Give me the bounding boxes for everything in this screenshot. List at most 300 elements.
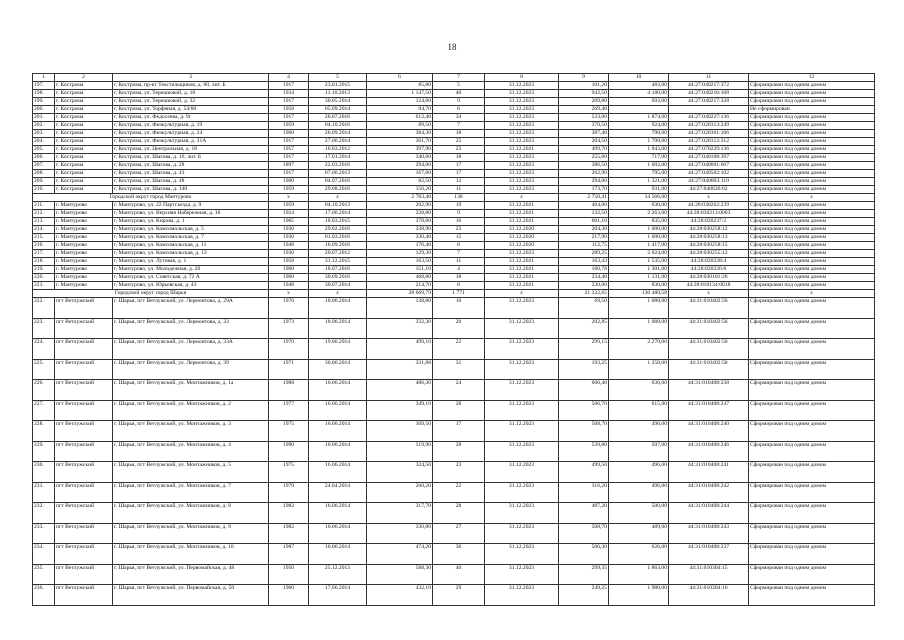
table-cell: г. Кострома, ул. Физкультурная, д. 24 bbox=[113, 130, 269, 138]
table-cell: 24 bbox=[433, 380, 485, 401]
table-cell: 11 bbox=[433, 258, 485, 266]
table-row bbox=[33, 441, 875, 462]
table-cell: 31.12.2021 bbox=[485, 202, 559, 210]
table-cell: 31.12.2023 bbox=[485, 441, 559, 462]
table-cell: 931,00 bbox=[609, 186, 669, 194]
table-cell: Сформирован под одним домом bbox=[749, 339, 875, 360]
table-cell: г. Кострома, ул. Центральная, д. 18 bbox=[113, 146, 269, 154]
table-cell: г. Шарья, пгт Ветлужский, ул. Первомайская, д. 50 bbox=[113, 585, 269, 606]
column-header: 1 bbox=[33, 74, 55, 82]
table-cell: 31.12.2023 bbox=[485, 82, 559, 90]
table-cell: 16 bbox=[433, 218, 485, 226]
table-cell: 500,00 bbox=[609, 503, 669, 524]
table-cell: 11 bbox=[433, 186, 485, 194]
table-cell: г. Мантурово, ул. Молодежная, д. 20 bbox=[113, 266, 269, 274]
table-cell: 1959 bbox=[269, 186, 309, 194]
table-cell: г. Кострома bbox=[55, 130, 113, 138]
table-cell: 40 bbox=[433, 564, 485, 585]
table-cell: 10 bbox=[433, 298, 485, 319]
table-cell bbox=[669, 106, 749, 114]
table-cell: 44:27:040108:397 bbox=[669, 154, 749, 162]
table-cell: Сформирован под одним домом bbox=[749, 186, 875, 194]
table-cell: 223. bbox=[33, 318, 55, 339]
table-cell: 28 bbox=[433, 503, 485, 524]
table-cell: 249,25 bbox=[559, 585, 609, 606]
table-cell: 44:27:040217:328 bbox=[669, 98, 749, 106]
table-cell: 112,75 bbox=[559, 242, 609, 250]
table-cell: 26.07.2016 bbox=[309, 114, 367, 122]
table-cell: г. Шарья, пгт Ветлужский, ул. Монтажников, д. 3 bbox=[113, 421, 269, 442]
table-cell: 1977 bbox=[269, 400, 309, 421]
table-cell: г. Кострома bbox=[55, 186, 113, 194]
table-cell: г. Кострома, ул. Терешковой, д. 32 bbox=[113, 98, 269, 106]
table-cell: 1900 bbox=[269, 178, 309, 186]
table-cell: 16.06.2014 bbox=[309, 523, 367, 544]
table-cell: 44:27:040216:108 bbox=[669, 90, 749, 98]
table-cell: 193,25 bbox=[559, 359, 609, 380]
table-cell: 44:28:010134:0018 bbox=[669, 282, 749, 290]
table-cell: 496,00 bbox=[609, 482, 669, 503]
table-cell: 1 088,00 bbox=[609, 298, 669, 319]
table-cell: 1917 bbox=[269, 138, 309, 146]
table-cell: 31.12.2023 bbox=[485, 186, 559, 194]
table-cell: 15 bbox=[433, 234, 485, 242]
table-cell: 1 000,00 bbox=[609, 226, 669, 234]
table-cell: 44:27:040502:102 bbox=[669, 170, 749, 178]
table-cell: 2 024,00 bbox=[609, 250, 669, 258]
table-cell: 2 263,00 bbox=[609, 210, 669, 218]
table-cell: г. Кострома, ул. Шагова, д. 140 bbox=[113, 186, 269, 194]
table-cell: 29.02.2016 bbox=[309, 226, 367, 234]
table-cell: 1948 bbox=[269, 242, 309, 250]
table-cell: 44:31:010408:237 bbox=[669, 544, 749, 565]
table-cell: 16.06.2014 bbox=[309, 400, 367, 421]
table-cell: г. Мантурово bbox=[55, 210, 113, 218]
table-cell: пгт Ветлужский bbox=[55, 585, 113, 606]
table-row bbox=[33, 178, 875, 186]
table-cell: 31.12.2021 bbox=[485, 274, 559, 282]
table-cell: г. Кострома, ул. Федосеева, д. 9г bbox=[113, 114, 269, 122]
table-row bbox=[33, 114, 875, 122]
table-cell: г. Кострома bbox=[55, 122, 113, 130]
table-cell: 387,40 bbox=[559, 130, 609, 138]
table-cell: пгт Ветлужский bbox=[55, 462, 113, 483]
table-cell: 44:28:030258:15 bbox=[669, 242, 749, 250]
table-row bbox=[33, 258, 875, 266]
table-cell: Сформирован под одним домом bbox=[749, 318, 875, 339]
table-cell: 2 270,00 bbox=[609, 339, 669, 360]
table-cell: 44:28:030262:239 bbox=[669, 202, 749, 210]
table-cell: 31.12.2023 bbox=[485, 178, 559, 186]
subtotal-cell: 2 750,41 bbox=[559, 194, 609, 202]
table-cell: 798,00 bbox=[609, 130, 669, 138]
table-cell: г. Кострома, пр-кт Текстильщиков, д. 80, лит. Б bbox=[113, 82, 269, 90]
table-cell: 207. bbox=[33, 162, 55, 170]
table-cell: 31.12.2023 bbox=[485, 400, 559, 421]
table-cell: Сформирован под одним домом bbox=[749, 170, 875, 178]
table-cell: 1 602,00 bbox=[609, 162, 669, 170]
table-cell: 23 bbox=[433, 226, 485, 234]
table-cell: 1960 bbox=[269, 585, 309, 606]
subtotal-cell: x bbox=[749, 194, 875, 202]
table-cell: г. Шарья, пгт Ветлужский, ул. Монтажников, д. 8 bbox=[113, 503, 269, 524]
table-cell: 44:31:010402:56 bbox=[669, 298, 749, 319]
table-cell: г. Кострома, ул. Физкультурная, д. 19 bbox=[113, 122, 269, 130]
table-row bbox=[33, 210, 875, 218]
table-cell: 27.06.2014 bbox=[309, 138, 367, 146]
table-cell: 227. bbox=[33, 400, 55, 421]
table-cell: г. Шарья, пгт Ветлужский, ул. Лермонтова, д. 33 bbox=[113, 318, 269, 339]
table-cell: 210. bbox=[33, 186, 55, 194]
table-cell: 31.12.2021 bbox=[485, 218, 559, 226]
table-cell: 44:31:010408:238 bbox=[669, 380, 749, 401]
table-cell: 173,70 bbox=[559, 186, 609, 194]
table-cell: 1965 bbox=[269, 218, 309, 226]
column-header: 2 bbox=[55, 74, 113, 82]
table-cell: 234,40 bbox=[559, 274, 609, 282]
table-cell: 230. bbox=[33, 462, 55, 483]
table-cell: 17.06.2014 bbox=[309, 210, 367, 218]
table-cell: г. Кострома bbox=[55, 138, 113, 146]
table-cell: Сформирован под одним домом bbox=[749, 400, 875, 421]
table-cell: 36 bbox=[433, 544, 485, 565]
table-cell: 31.12.2023 bbox=[485, 503, 559, 524]
table-cell: г. Шарья, пгт Ветлужский, ул. Первомайская, д. 48 bbox=[113, 564, 269, 585]
table-cell: 299,15 bbox=[559, 339, 609, 360]
table-cell: 507,00 bbox=[609, 441, 669, 462]
table-cell: 23 bbox=[433, 146, 485, 154]
table-cell: 31.12.2020 bbox=[485, 234, 559, 242]
table-cell: 8 bbox=[433, 242, 485, 250]
table-cell: 626,00 bbox=[609, 544, 669, 565]
table-cell: 200. bbox=[33, 106, 55, 114]
table-cell: 636,00 bbox=[609, 380, 669, 401]
table-cell: 1957 bbox=[269, 146, 309, 154]
table-cell: 316,20 bbox=[559, 482, 609, 503]
table-cell: 486,30 bbox=[367, 380, 433, 401]
table-cell: г. Мантурово bbox=[55, 250, 113, 258]
table-cell: 44:28:020237:2 bbox=[669, 218, 749, 226]
table-row bbox=[33, 186, 875, 194]
table-cell: 07.06.2013 bbox=[309, 170, 367, 178]
table-cell: пгт Ветлужский bbox=[55, 544, 113, 565]
table-cell: 1924 bbox=[269, 210, 309, 218]
table-row bbox=[33, 421, 875, 442]
table-cell: 31.12.2023 bbox=[485, 98, 559, 106]
table-cell: 31.12.2023 bbox=[485, 318, 559, 339]
table-cell: 94,70 bbox=[367, 106, 433, 114]
table-cell: 386,50 bbox=[559, 162, 609, 170]
table-cell: 232. bbox=[33, 503, 55, 524]
table-cell: 23.01.2015 bbox=[309, 82, 367, 90]
table-cell: 85,80 bbox=[367, 82, 433, 90]
table-cell: 228. bbox=[33, 421, 55, 442]
table-cell: 44:31:010304:15 bbox=[669, 564, 749, 585]
table-cell: 29 bbox=[433, 585, 485, 606]
table-row bbox=[33, 242, 875, 250]
subtotal-cell: 138 bbox=[433, 194, 485, 202]
table-cell: Сформирован под одним домом bbox=[749, 564, 875, 585]
table-cell: 1 874,00 bbox=[609, 114, 669, 122]
table-cell: 204. bbox=[33, 138, 55, 146]
table-cell: 12 bbox=[433, 178, 485, 186]
table-cell: 6 bbox=[433, 106, 485, 114]
table-cell: 138,80 bbox=[367, 298, 433, 319]
table-cell: 101,20 bbox=[559, 82, 609, 90]
table-cell: 299,35 bbox=[559, 564, 609, 585]
table-cell: 217. bbox=[33, 250, 55, 258]
table-cell: 468,80 bbox=[367, 274, 433, 282]
table-cell: г. Мантурово, ул. Юрьевская, д. 43 bbox=[113, 282, 269, 290]
table-cell: 44:27:070229:136 bbox=[669, 146, 749, 154]
table-row bbox=[33, 266, 875, 274]
table-cell: 1960 bbox=[269, 130, 309, 138]
table-cell: 225. bbox=[33, 359, 55, 380]
table-cell: 18 bbox=[433, 154, 485, 162]
table-cell: 202,85 bbox=[559, 318, 609, 339]
table-cell: 499,50 bbox=[559, 462, 609, 483]
table-cell: 214. bbox=[33, 226, 55, 234]
table-cell: 40 bbox=[433, 90, 485, 98]
table-cell: 44:31:010408:242 bbox=[669, 482, 749, 503]
table-row bbox=[33, 154, 875, 162]
table-cell: 28 bbox=[433, 441, 485, 462]
table-cell: 31.12.2021 bbox=[485, 146, 559, 154]
table-cell: 1 147,50 bbox=[367, 90, 433, 98]
table-cell: 30.09.2016 bbox=[309, 274, 367, 282]
table-cell: 44:31:010304:16 bbox=[669, 585, 749, 606]
table-cell: 44:31:010402:50 bbox=[669, 339, 749, 360]
table-row bbox=[33, 274, 875, 282]
table-cell: 1975 bbox=[269, 421, 309, 442]
table-cell bbox=[609, 106, 669, 114]
column-header: 12 bbox=[749, 74, 875, 82]
table-cell: 1973 bbox=[269, 318, 309, 339]
table-cell: 202. bbox=[33, 122, 55, 130]
table-cell: 370,50 bbox=[559, 122, 609, 130]
table-cell: Сформирован под одним домом bbox=[749, 202, 875, 210]
table-cell: 16.06.2014 bbox=[309, 441, 367, 462]
table-cell: 1982 bbox=[269, 523, 309, 544]
subtotal-row bbox=[33, 194, 875, 202]
subtotal-cell: x bbox=[309, 194, 367, 202]
table-cell: пгт Ветлужский bbox=[55, 380, 113, 401]
table-cell: 1958 bbox=[269, 106, 309, 114]
table-cell: Сформирован под одним домом bbox=[749, 130, 875, 138]
table-cell: Сформирован под одним домом bbox=[749, 282, 875, 290]
table-cell: 31.12.2015 bbox=[309, 258, 367, 266]
table-cell: 31.12.2021 bbox=[485, 258, 559, 266]
table-cell: 17 bbox=[433, 170, 485, 178]
table-cell: 31.12.2023 bbox=[485, 544, 559, 565]
table-cell: 22 bbox=[433, 482, 485, 503]
table-cell: 397,90 bbox=[367, 146, 433, 154]
table-cell: 1948 bbox=[269, 282, 309, 290]
subtotal-cell: x bbox=[749, 290, 875, 298]
table-cell: 9 bbox=[433, 98, 485, 106]
table-cell: 1934 bbox=[269, 90, 309, 98]
subtotal-label: Городской округ город Шарья bbox=[33, 290, 269, 298]
table-cell: 1 863,00 bbox=[609, 564, 669, 585]
table-cell: 1975 bbox=[269, 462, 309, 483]
table-row bbox=[33, 218, 875, 226]
subtotal-label: Городской округ город Мантурово bbox=[33, 194, 269, 202]
table-cell: 29.08.2016 bbox=[309, 186, 367, 194]
table-cell: 349,10 bbox=[367, 400, 433, 421]
table-cell: 17 bbox=[433, 162, 485, 170]
table-cell: 324,50 bbox=[367, 462, 433, 483]
table-cell: 612,40 bbox=[367, 114, 433, 122]
table-cell: 19.06.2014 bbox=[309, 339, 367, 360]
table-cell: 17.01.2014 bbox=[309, 154, 367, 162]
table-cell: 31 bbox=[433, 359, 485, 380]
table-cell: 213. bbox=[33, 218, 55, 226]
table-row bbox=[33, 82, 875, 90]
table-cell: 30.07.2014 bbox=[309, 282, 367, 290]
table-cell: 31.12.2023 bbox=[485, 359, 559, 380]
table-cell: 31.12.2023 bbox=[485, 114, 559, 122]
table-cell: 132,50 bbox=[559, 210, 609, 218]
subtotal-cell: 2 783,40 bbox=[367, 194, 433, 202]
table-cell: г. Шарья, пгт Ветлужский, ул. Лермонтова, д. 33А bbox=[113, 339, 269, 360]
table-cell: Не сформирован bbox=[749, 106, 875, 114]
table-cell: Сформирован под одним домом bbox=[749, 154, 875, 162]
table-cell: 1 943,00 bbox=[609, 146, 669, 154]
table-row bbox=[33, 282, 875, 290]
table-row bbox=[33, 226, 875, 234]
table-row bbox=[33, 106, 875, 114]
table-cell: Сформирован под одним домом bbox=[749, 210, 875, 218]
column-header: 4 bbox=[269, 74, 309, 82]
table-row bbox=[33, 146, 875, 154]
table-cell: г. Мантурово bbox=[55, 266, 113, 274]
table-cell: 1959 bbox=[269, 122, 309, 130]
table-cell: 199. bbox=[33, 98, 55, 106]
table-cell: Сформирован под одним домом bbox=[749, 242, 875, 250]
table-cell: 693,00 bbox=[609, 98, 669, 106]
subtotal-cell: x bbox=[485, 290, 559, 298]
table-row bbox=[33, 482, 875, 503]
table-cell: 05.09.2014 bbox=[309, 106, 367, 114]
table-cell: 606,40 bbox=[559, 380, 609, 401]
table-cell: 44:31:010408:246 bbox=[669, 441, 749, 462]
table-cell: г. Шарья, пгт Ветлужский, ул. Монтажников, д. 1а bbox=[113, 380, 269, 401]
table-cell: 1917 bbox=[269, 82, 309, 90]
table-cell: 44:31:010408:247 bbox=[669, 400, 749, 421]
table-cell: 156,20 bbox=[367, 186, 433, 194]
table-cell: 24.04.2014 bbox=[309, 482, 367, 503]
table-cell: пгт Ветлужский bbox=[55, 359, 113, 380]
table-cell: 18.07.2016 bbox=[309, 266, 367, 274]
table-cell: 1 131,00 bbox=[609, 274, 669, 282]
table-cell: 151,10 bbox=[367, 266, 433, 274]
table-cell: 1917 bbox=[269, 98, 309, 106]
table-cell: 44:28:020226:8 bbox=[669, 266, 749, 274]
table-cell: 1917 bbox=[269, 154, 309, 162]
subtotal-cell: x bbox=[269, 290, 309, 298]
table-cell: 44:31:010408:244 bbox=[669, 503, 749, 524]
table-cell: Сформирован под одним домом bbox=[749, 359, 875, 380]
column-header: 10 bbox=[609, 74, 669, 82]
table-cell: Сформирован под одним домом bbox=[749, 585, 875, 606]
table-cell: 31.12.2023 bbox=[485, 298, 559, 319]
table-cell: Сформирован под одним домом bbox=[749, 178, 875, 186]
table-cell: 1988 bbox=[269, 380, 309, 401]
table-cell: Сформирован под одним домом bbox=[749, 544, 875, 565]
table-cell: г. Мантурово bbox=[55, 218, 113, 226]
table-cell: г. Шарья, пгт Ветлужский, ул. Монтажников, д. 5 bbox=[113, 462, 269, 483]
table-cell: Сформирован под одним домом bbox=[749, 258, 875, 266]
table-cell: г. Кострома, ул. Шагова, д. 43 bbox=[113, 170, 269, 178]
page-number: 18 bbox=[447, 42, 457, 52]
table-cell: 319,90 bbox=[367, 441, 433, 462]
table-cell: пгт Ветлужский bbox=[55, 564, 113, 585]
table-cell: 1897 bbox=[269, 162, 309, 170]
table-cell: г. Мантурово bbox=[55, 282, 113, 290]
table-cell: Сформирован под одним домом bbox=[749, 98, 875, 106]
table-cell: г. Мантурово bbox=[55, 258, 113, 266]
table-cell: 19 bbox=[433, 202, 485, 210]
table-cell: 04.10.2016 bbox=[309, 122, 367, 130]
table-cell: 338,90 bbox=[367, 226, 433, 234]
table-cell: 217,90 bbox=[559, 234, 609, 242]
table-cell: г. Шарья, пгт Ветлужский, ул. Монтажников, д. 2 bbox=[113, 400, 269, 421]
table-cell: 1958 bbox=[269, 258, 309, 266]
table-cell: 28 bbox=[433, 400, 485, 421]
table-cell: 233. bbox=[33, 523, 55, 544]
table-cell: 1950 bbox=[269, 564, 309, 585]
table-cell: 496,00 bbox=[609, 462, 669, 483]
table-cell: 163,43 bbox=[559, 258, 609, 266]
table-cell: 508,70 bbox=[559, 421, 609, 442]
table-cell: 44:28:020228:4 bbox=[669, 258, 749, 266]
table-cell: 942,50 bbox=[559, 90, 609, 98]
table-cell: Сформирован под одним домом bbox=[749, 114, 875, 122]
table-row bbox=[33, 138, 875, 146]
table-cell: г. Мантурово bbox=[55, 242, 113, 250]
table-cell: пгт Ветлужский bbox=[55, 503, 113, 524]
table-cell: 222. bbox=[33, 298, 55, 319]
table-row bbox=[33, 170, 875, 178]
table-cell: 432,10 bbox=[367, 585, 433, 606]
table-row bbox=[33, 544, 875, 565]
table-cell: 361,70 bbox=[367, 138, 433, 146]
table-cell: 26.09.2014 bbox=[309, 130, 367, 138]
table-cell: г. Мантурово, ул. Комсомольская, д. 5 bbox=[113, 226, 269, 234]
table-cell: 31.12.2023 bbox=[485, 585, 559, 606]
table-cell: г. Мантурово, ул. Луговая, д. 1 bbox=[113, 258, 269, 266]
table-cell: 5 bbox=[433, 82, 485, 90]
table-cell: Сформирован под одним домом bbox=[749, 226, 875, 234]
table-cell: 269,40 bbox=[559, 106, 609, 114]
table-cell: 474,20 bbox=[367, 544, 433, 565]
table-cell: 31.12.2023 bbox=[485, 154, 559, 162]
table-cell: 31.12.2023 bbox=[485, 122, 559, 130]
table-row bbox=[33, 250, 875, 258]
table-cell: г. Кострома, ул. Торфяная, д. 54/60 bbox=[113, 106, 269, 114]
table-cell: Сформирован под одним домом bbox=[749, 380, 875, 401]
table-cell: г. Мантурово, ул. Советская, д. 72 А bbox=[113, 274, 269, 282]
table-cell: 1960 bbox=[269, 266, 309, 274]
table-cell: 1990 bbox=[269, 441, 309, 462]
table-cell: 31.12.2023 bbox=[485, 130, 559, 138]
table-row bbox=[33, 564, 875, 585]
table-row bbox=[33, 400, 875, 421]
table-cell: Сформирован под одним домом bbox=[749, 482, 875, 503]
table-cell: Сформирован под одним домом bbox=[749, 266, 875, 274]
table-cell: 27 bbox=[433, 523, 485, 544]
table-cell: 717,00 bbox=[609, 154, 669, 162]
